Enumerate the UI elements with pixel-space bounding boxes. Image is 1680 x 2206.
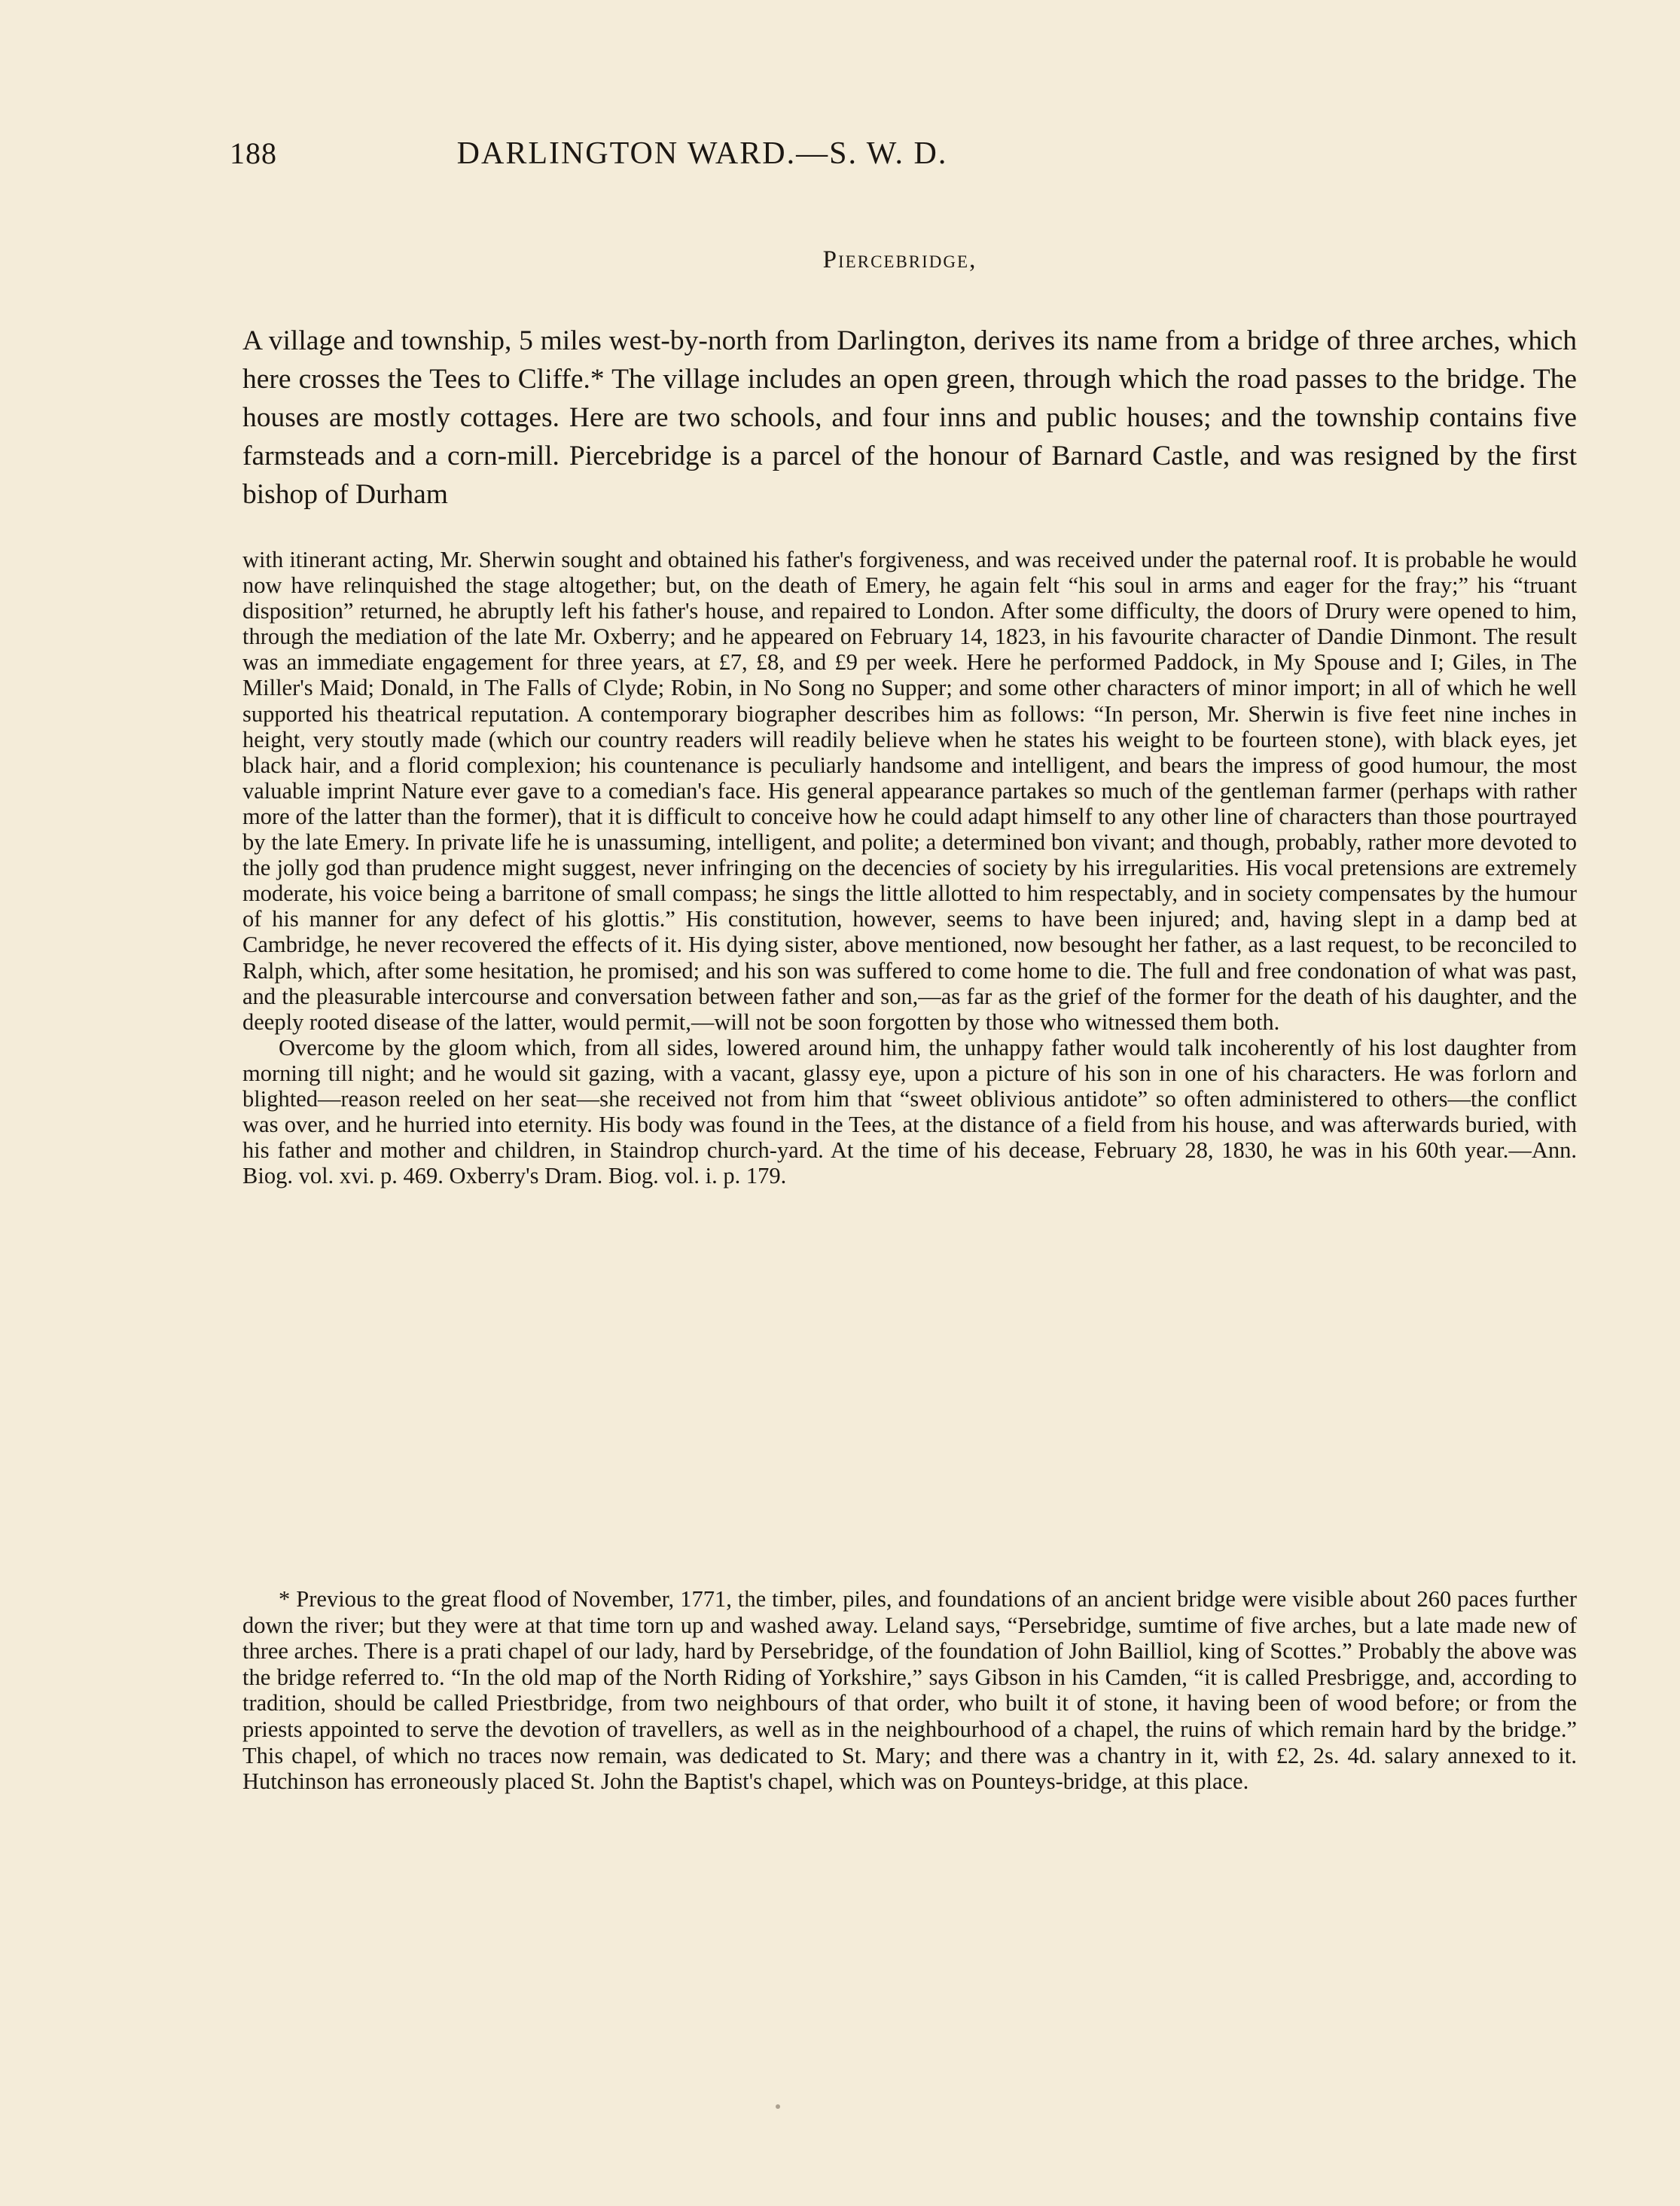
page-header — [230, 136, 1175, 181]
lead-paragraph-text: A village and township, 5 miles west-by-north from Darlington, derives its name from a bridge of three arches, which here crosses the Tees to Cliffe.* The village includes an open green, through which the road passes to the bridge. The houses are mostly cottages. Here are two schools, and four inns and public houses; and the township contains five farmsteads and a corn-mill. Piercebridge is a parcel of the honour of Barnard Castle, and was resigned by the first bishop of Durham — [242, 325, 1577, 510]
continuation-text — [242, 547, 1577, 1188]
footnote-text: * Previous to the great flood of November, 1771, the timber, piles, and foundations of an ancient bridge were visible about 260 paces further down the river; but they were at that time torn up and washed away. Leland says, “Persebridge, sumtime of five arches, but a late made new of three arches. There is a prati chapel of our lady, hard by Persebridge, of the foundation of John Bailliol, king of Scottes.” Probably the above was the bridge referred to. “In the old map of the North Riding of Yorkshire,” says Gibson in his Camden, “it is called Presbrigge, and, according to tradition, should be called Priestbridge, from two neighbours of that order, who built it of stone, it having been of wood before; or from the priests appointed to serve the devotion of travellers, as well as in the neighbourhood of a chapel, the ruins of which remain hard by the bridge.” This chapel, of which no traces now remain, was dedicated to St. Mary; and there was a chantry in it, with £2, 2s. 4d. salary annexed to it. Hutchinson has erroneously placed St. John the Baptist's chapel, which was on Pounteys-bridge, at this place. — [242, 1586, 1577, 1795]
lead-paragraph — [242, 322, 1577, 514]
section-title: Piercebridge, — [822, 246, 977, 273]
page-number: 188 — [230, 136, 277, 170]
continuation-paragraph-2: Overcome by the gloom which, from all sides, lowered around him, the unhappy father would talk incoherently of his lost daughter from morning till night; and he would sit gazing, with a vacant, glassy eye, upon a picture of his son in one of his characters. He was forlorn and blighted—reason reeled on her seat—she received not from him that “sweet oblivious antidote” so often administered to others—the conflict was over, and he hurried into eternity. His body was found in the Tees, at the distance of a field from his house, and was afterwards buried, with his father and mother and children, in Staindrop church-yard. At the time of his decease, February 28, 1830, he was in his 60th year.—Ann. Biog. vol. xvi. p. 469. Oxberry's Dram. Biog. vol. i. p. 179. — [242, 1034, 1577, 1189]
paper-speck — [776, 2104, 780, 2109]
running-title: DARLINGTON WARD.—S. W. D. — [456, 136, 948, 171]
continuation-paragraph-1: with itinerant acting, Mr. Sherwin sought and obtained his father's forgiveness, and was received under the paternal roof. It is probable he would now have relinquished the stage altogether; but, on the death of Emery, he again felt “his soul in arms and eager for the fray;” his “truant disposition” returned, he abruptly left his father's house, and repaired to London. After some difficulty, the doors of Drury were opened to him, through the mediation of the late Mr. Oxberry; and he appeared on February 14, 1823, in his favourite character of Dandie Dinmont. The result was an immediate engagement for three years, at £7, £8, and £9 per week. Here he performed Paddock, in My Spouse and I; Giles, in The Miller's Maid; Donald, in The Falls of Clyde; Robin, in No Song no Supper; and some other characters of minor import; in all of which he well supported his theatrical reputation. A contemporary biographer describes him as follows: “In person, Mr. Sherwin is five feet nine inches in height, very stoutly made (which our country readers will readily believe when he states his weight to be fourteen stone), with black eyes, jet black hair, and a florid complexion; his countenance is peculiarly handsome and intelligent, and bears the impress of good humour, the most valuable imprint Nature ever gave to a comedian's face. His general appearance partakes so much of the gentleman farmer (perhaps with rather more of the latter than the former), that it is difficult to conceive how he could adapt himself to any other line of characters than those pourtrayed by the late Emery. In private life he is unassuming, intelligent, and polite; a determined bon vivant; and though, probably, rather more devoted to the jolly god than prudence might suggest, never infringing on the decencies of society by his irregularities. His vocal pretensions are extremely moderate, his voice being a barritone of small compass; he sings the little allotted to him respectably, and in society compensates by the humour of his manner for any defect of his glottis.” His constitution, however, seems to have been injured; and, having slept in a damp bed at Cambridge, he never recovered the effects of it. His dying sister, above mentioned, now besought her father, as a last request, to be reconciled to Ralph, which, after some hesitation, he promised; and his son was suffered to come home to die. The full and free condonation of what was past, and the pleasurable intercourse and conversation between father and son,—as far as the grief of the former for the death of his daughter, and the deeply rooted disease of the latter, would permit,—will not be soon forgotten by those who witnessed them both. — [242, 547, 1577, 1035]
footnote — [242, 1586, 1577, 1795]
